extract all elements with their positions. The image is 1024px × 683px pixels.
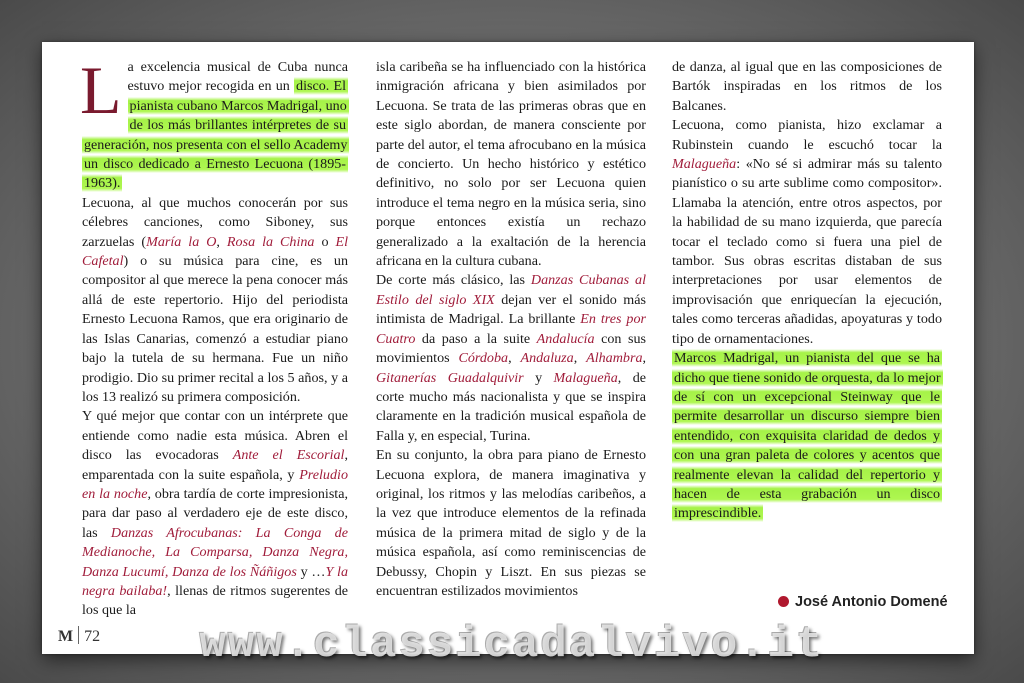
column-1 (80, 52, 349, 621)
bullet-dot-icon (778, 596, 789, 607)
paragraph (82, 407, 348, 620)
author-signature (778, 594, 948, 610)
text: con sus movimientos (376, 330, 646, 367)
paragraph: de danza, al igual que en las composiciones de Bartók inspiradas en los ritmos de los Balcanes. (672, 59, 942, 114)
work-title: Córdoba (458, 350, 509, 367)
paragraph: Lecuona, al que muchos conocerán por sus célebres canciones, como Siboney, sus zarzuelas (María la O, Rosa la China o El Cafetal) o su música para cine, es un compositor al que merece la pena conocer más allá de este repertorio. Hijo del periodista Ernesto Lecuona Ramos, que era originario de las Islas Canarias, comenzó a estudiar piano bajo la tutela de su hermana. Fue un niño prodigio. Dio su primer recital a los 5 años, y a los 13 realizó su primera composición. (82, 194, 349, 405)
work-title: Danzas Afrocubanas: La Conga de Medianoche, La Comparsa, Danza Negra, Danza Lucumí, Danza de los Ñáñigos (82, 524, 348, 580)
text: y (523, 369, 554, 386)
work-title: Gitanerías Guadalquivir (376, 369, 524, 386)
text: da paso a la suite (415, 330, 537, 347)
column-3 (672, 58, 942, 524)
text: Y qué mejor que contar con un intérprete que entiende como nadie esta música. Abren el disco las evocadoras (82, 408, 348, 464)
work-title: En tres por Cuatro (376, 311, 646, 347)
text: y … (296, 563, 326, 580)
work-title: María la O (146, 233, 217, 250)
work-title: El Cafetal (82, 233, 349, 270)
work-title: Alhambra (586, 350, 643, 367)
work-title: Rosa la China (226, 233, 315, 250)
column-2 (376, 58, 646, 601)
text: , obra tardía de corte impresionista, para dar paso al verdadero eje de este disco, las (82, 485, 349, 541)
text: , de corte mucho más nacionalista y que se inspira claramente en la tradición musical española de Falla y, en especial, Turina. (376, 369, 646, 444)
text: , llenas de ritmos sugerentes de los que la (82, 582, 349, 619)
text: De corte más clásico, las (376, 272, 531, 289)
text: Lecuona, al que muchos conocerán por sus célebres canciones, como Siboney, sus zarzuelas ( (82, 194, 348, 250)
work-title: Ante el Escorial (232, 447, 345, 464)
drop-cap: L (80, 52, 122, 128)
paragraph (672, 349, 942, 524)
page-number: 72 (84, 628, 101, 645)
text: : «No sé si admirar más su talento pianístico o su arte sublime como compositor». Llamaba la atención, entre otros aspectos, por la habilidad de su mano izquierda, que parecía tocar el teclado como si fuera una piel de tambor. Sus obras escritas distaban de sus interpretaciones por usar elementos de improvisación que enriquecían la ejecución, tales como terceras añadidas, apoyaturas y todo tipo de ornamentaciones. (672, 156, 942, 347)
author-name: José Antonio Domené (795, 594, 948, 610)
text: a excelencia musical de Cuba nunca estuvo mejor recogida en un (127, 59, 348, 95)
text: , emparentada con la suite española, y (82, 447, 348, 483)
paragraph: isla caribeña se ha influenciado con la histórica inmigración africana y bien asimilados por Lecuona. Se trata de las primeras obras que en este siglo abordan, de manera consciente por parte del autor, el tema afrocubano en la música de concierto. Un hecho histórico y estético definitivo, no solo por ser Lecuona quien introduce el tema negro en la música seria, sino porque entonces existía un rechazo generalizado a la exaltación de la herencia africana en la cultura cubana. (376, 59, 646, 270)
watermark: www.classicadalvivo.it (199, 620, 825, 670)
magazine-page (42, 42, 974, 654)
work-title: Y la negra bailaba! (82, 563, 349, 599)
work-title: Danzas Cubanas al Estilo del siglo XIX (376, 272, 646, 308)
paragraph: De corte más clásico, las Danzas Cubanas al Estilo del siglo XIX dejan ver el sonido más intimista de Madrigal. La brillante En tres por Cuatro da paso a la suite Andalucía con sus movimientos Córdoba, Andaluza, Alhambra, Gitanerías Guadalquivir y Malagueña, de corte mucho más nacionalista y que se inspira claramente en la tradición musical española de Falla y, en especial, Turina. (376, 272, 647, 444)
work-title: Andaluza (520, 350, 574, 367)
paragraph (80, 52, 348, 194)
text: dejan ver el sonido más intimista de Madrigal. La brillante (376, 291, 646, 328)
work-title: Preludio en la noche (82, 466, 348, 502)
text: Lecuona, como pianista, hizo exclamar a Rubinstein cuando le escuchó tocar la (672, 117, 942, 153)
work-title: Malagueña (553, 369, 618, 386)
text: ) o su música para cine, es un compositor al que merece la pena conocer más allá de este repertorio. Hijo del periodista Ernesto Lecuona Ramos, que era originario de las Islas Canarias, comenzó a estudiar piano bajo la tutela de su hermana. Fue un niño prodigio. Dio su primer recital a los 5 años, y a los 13 realizó su primera composición. (82, 253, 348, 405)
highlighted-text: disco. El pianista cubano Marcos Madrigal, uno de los más brillantes intérpretes de su generación, nos presenta con el sello Academy un disco dedicado a Ernesto Lecuona (1895-1963). (84, 78, 348, 192)
work-title: Malagueña (672, 156, 737, 173)
work-title: Andalucía (536, 330, 595, 347)
highlighted-text: Marcos Madrigal, un pianista del que se ha dicho que tiene sonido de orquesta, da lo mejor de sí con un excepcional Steinway que le permite desarrollar un discurso siempre bien entendido, con exquisita claridad de dedos y con una gran paleta de colores y acentos que realmente elevan la calidad del repertorio y hacen de esta grabación un disco imprescindible. (674, 350, 941, 522)
magazine-letter: M (58, 628, 74, 645)
paragraph: En su conjunto, la obra para piano de Ernesto Lecuona explora, de manera imaginativa y original, los ritmos y las melodías caribeños, a la vez que introduce elementos de la refinada música de la primera mitad de siglo y de la música española, así como reminiscencias de Debussy, Chopin y Liszt. En sus piezas se encuentran estilizados movimientos (376, 447, 646, 599)
paragraph (672, 116, 942, 349)
